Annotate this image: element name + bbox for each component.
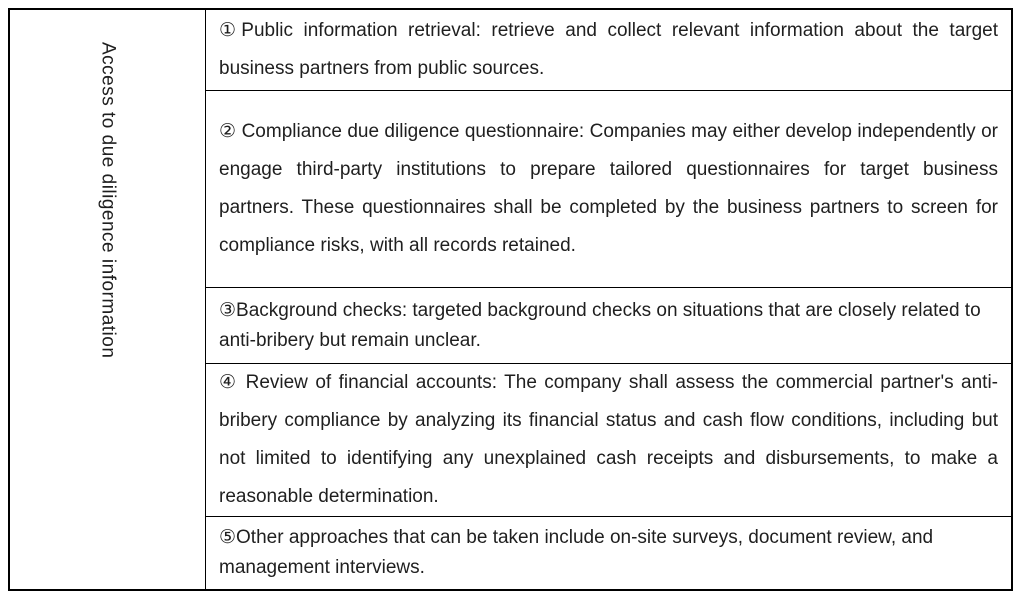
table-row-other-approaches [206, 516, 1011, 589]
row-text: ⑤Other approaches that can be taken include on-site surveys, document review, and management interviews. [219, 527, 934, 578]
row-text: ④ Review of financial accounts: The company shall assess the commercial partner's anti-bribery compliance by analyzing its financial status and cash flow conditions, including but not limited to identifying any unexplained cash receipts and disbursements, to make a reasonable determination. [219, 372, 998, 507]
row-text: ② Compliance due diligence questionnaire: Companies may either develop independently or engage third-party institutions to prepare tailored questionnaires for target business partners. These questionnaires shall be completed by the business partners to screen for compliance risks, with all records retained. [219, 121, 998, 256]
table-body-column [206, 10, 1011, 589]
due-diligence-table [8, 8, 1013, 591]
row-header-label: Access to due diligence information [97, 42, 119, 359]
row-header-cell [10, 10, 206, 589]
row-text: ①Public information retrieval: retrieve and collect relevant information about the target business partners from public sources. [219, 20, 998, 79]
row-text: ③Background checks: targeted background checks on situations that are closely related to anti-bribery but remain unclear. [219, 299, 981, 351]
table-row-compliance-questionnaire [206, 90, 1011, 287]
table-row-background-checks [206, 287, 1011, 363]
table-row-public-information-retrieval [206, 10, 1011, 90]
table-row-financial-accounts-review [206, 363, 1011, 516]
